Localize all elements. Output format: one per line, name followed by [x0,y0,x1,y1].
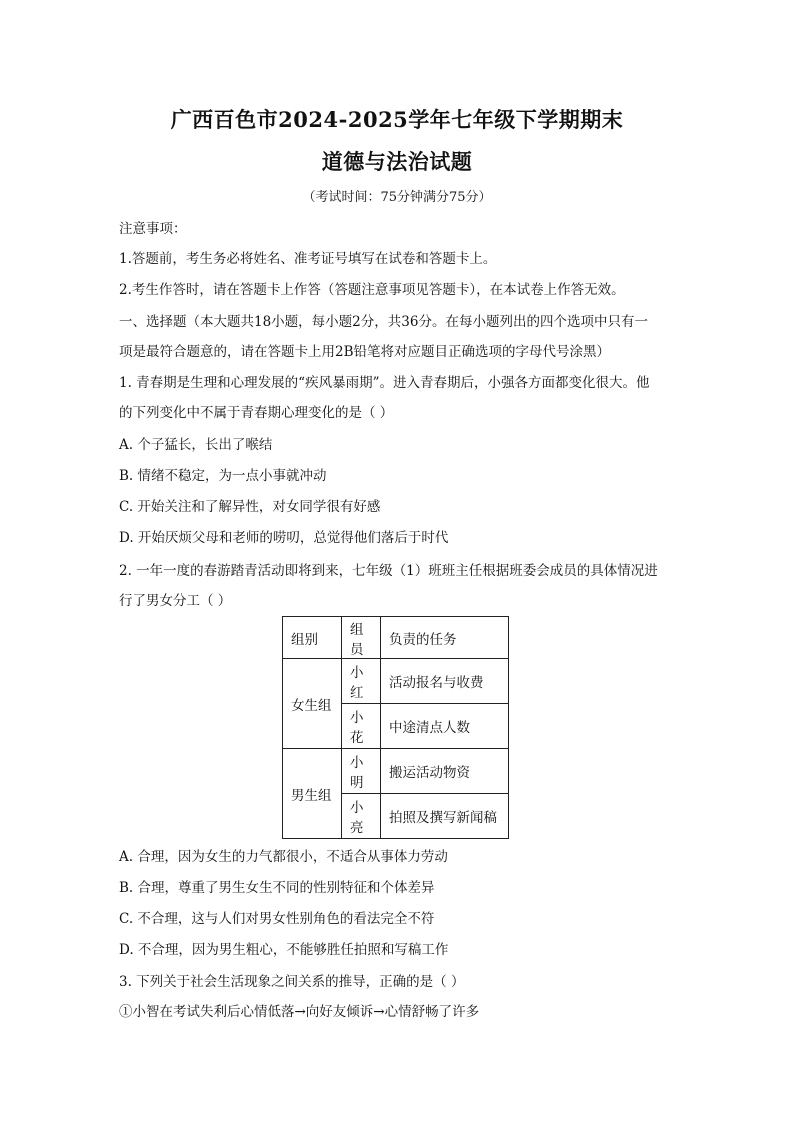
q2-stem-line2: 行了男女分工（ ） [119,593,232,609]
member-task: 拍照及撰写新闻稿 [381,794,509,839]
q1-option-c: C. 开始关注和了解异性，对女同学很有好感 [119,499,381,515]
q1-stem-line1: 1. 青春期是生理和心理发展的“疾风暴雨期”。进入青春期后，小强各方面都变化很大。他 [119,375,650,391]
section-instructions-line2: 项是最符合题意的，请在答题卡上用2B铅笔将对应题目正确选项的字母代号涂黑） [119,344,611,360]
q3-stem: 3. 下列关于社会生活现象之间关系的推导，正确的是（ ） [119,974,465,990]
member-name: 小明 [342,749,381,794]
table-row [283,659,509,704]
exam-title-line2: 道德与法治试题 [321,149,473,174]
member-name: 小亮 [342,794,381,839]
member-task: 搬运活动物资 [381,749,509,794]
q1-stem-line2: 的下列变化中不属于青春期心理变化的是（ ） [119,405,394,421]
q2-option-b: B. 合理，尊重了男生女生不同的性别特征和个体差异 [119,880,435,896]
q2-option-d: D. 不合理，因为男生粗心，不能够胜任拍照和写稿工作 [119,942,449,958]
table-header-row [283,617,509,659]
header-group: 组别 [283,617,342,659]
group-name-girls: 女生组 [283,659,342,749]
q2-option-c: C. 不合理，这与人们对男女性别角色的看法完全不符 [119,911,435,927]
member-task: 中途清点人数 [381,704,509,749]
member-name: 小红 [342,659,381,704]
notice-item-1: 1.答题前，考生务必将姓名、准考证号填写在试卷和答题卡上。 [119,251,497,267]
exam-title-line1: 广西百色市2024-2025学年七年级下学期期末 [170,107,624,132]
member-name: 小花 [342,704,381,749]
q2-stem-line1: 2. 一年一度的春游踏青活动即将到来，七年级（1）班班主任根据班委会成员的具体情况进 [119,563,658,579]
table-row [283,749,509,794]
header-member: 组员 [342,617,381,659]
member-task: 活动报名与收费 [381,659,509,704]
q2-option-a: A. 合理，因为女生的力气都很小，不适合从事体力劳动 [119,849,448,865]
notice-item-2: 2.考生作答时，请在答题卡上作答（答题注意事项见答题卡），在本试卷上作答无效。 [119,282,625,298]
group-name-boys: 男生组 [283,749,342,839]
q1-option-d: D. 开始厌烦父母和老师的唠叨，总觉得他们落后于时代 [119,530,449,546]
q1-option-b: B. 情绪不稳定，为一点小事就冲动 [119,468,327,484]
header-task: 负责的任务 [381,617,509,659]
section-instructions-line1: 一、选择题（本大题共18小题，每小题2分，共36分。在每小题列出的四个选项中只有一 [119,314,648,330]
assignment-table [282,616,509,839]
q1-option-a: A. 个子猛长，长出了喉结 [119,437,273,453]
exam-subtitle: （考试时间：75分钟满分75分） [302,190,492,205]
notice-heading: 注意事项： [119,221,187,237]
q3-item-1: ①小智在考试失利后心情低落→向好友倾诉→心情舒畅了许多 [119,1004,480,1020]
